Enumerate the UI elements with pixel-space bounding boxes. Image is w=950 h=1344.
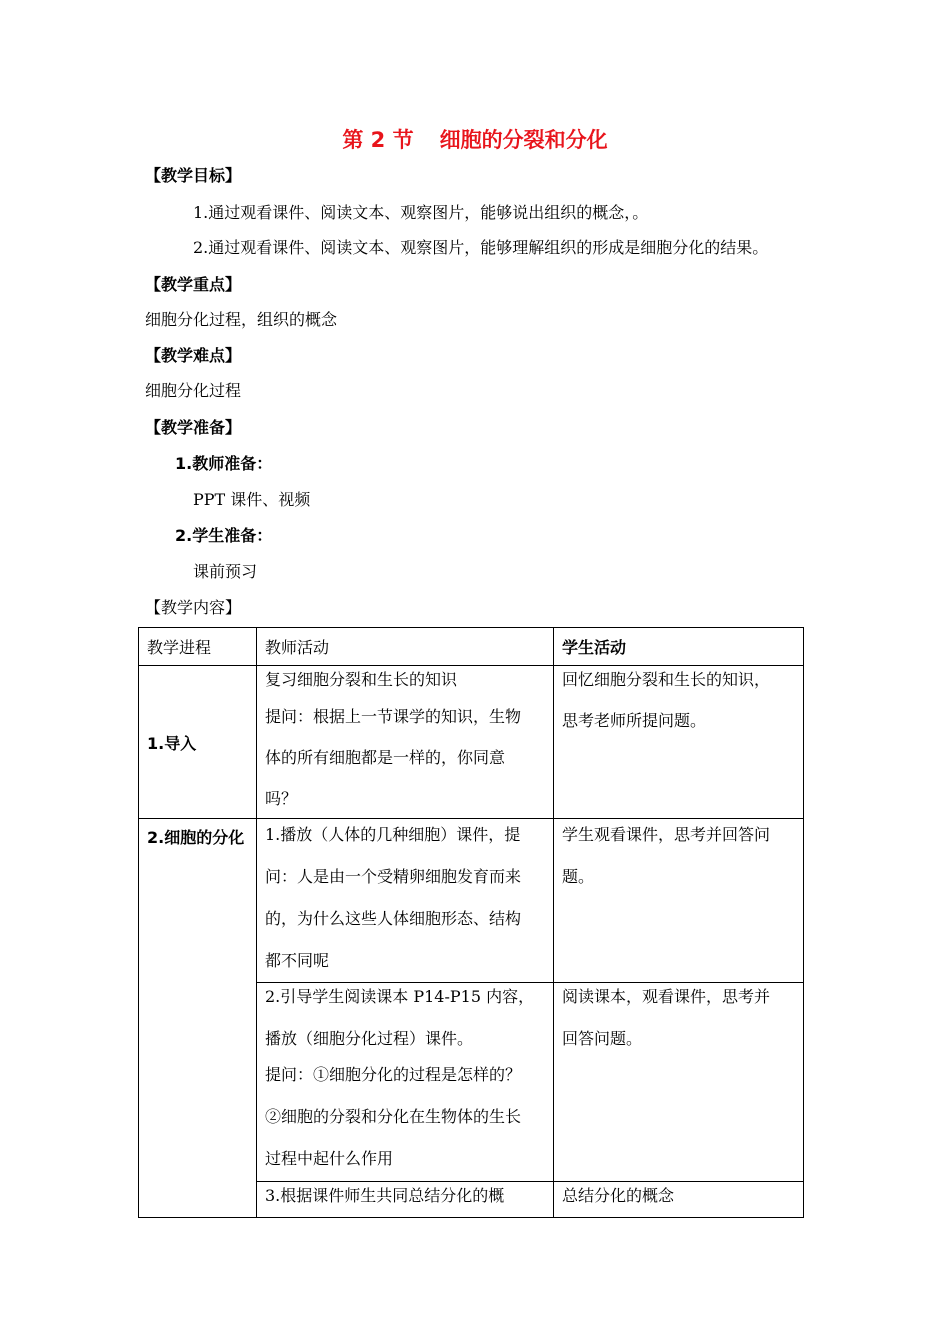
teacher-line: 都不同呢 [265,951,330,970]
student-cell [554,983,804,1182]
teacher-line: 3.根据课件师生共同总结分化的概 [265,1186,505,1205]
content-heading: 【教学内容】 [145,598,242,617]
teacher-cell [257,666,554,819]
student-line: 学生观看课件，思考并回答问 [562,825,771,844]
teacher-line: 吗？ [265,789,298,808]
teacher-line: 复习细胞分裂和生长的知识 [265,670,458,689]
col-header-student: 学生活动 [554,628,804,666]
stage-cell: 1.导入 [139,666,257,819]
key-points-text: 细胞分化过程，组织的概念 [145,310,338,329]
difficulties-heading: 【教学难点】 [145,346,242,365]
student-cell [554,1182,804,1218]
objectives-heading: 【教学目标】 [145,166,242,185]
student-line: 题。 [562,867,595,886]
teacher-line: 提问：①细胞分化的过程是怎样的？ [265,1065,522,1084]
table-row [139,819,804,983]
teacher-prep-label: 1.教师准备： [175,454,273,473]
teacher-cell [257,1182,554,1218]
difficulties-text: 细胞分化过程 [145,381,242,400]
col-header-teacher: 教师活动 [257,628,554,666]
stage-cell: 2.细胞的分化 [139,819,257,1218]
teacher-line: ②细胞的分裂和分化在生物体的生长 [265,1107,522,1126]
teacher-line: 播放（细胞分化过程）课件。 [265,1029,474,1048]
teacher-line: 提问：根据上一节课学的知识，生物 [265,707,522,726]
objective-item-2: 2.通过观看课件、阅读文本、观察图片，能够理解组织的形成是细胞分化的结果。 [193,238,769,257]
title-name: 细胞的分裂和分化 [439,128,608,152]
student-prep-label: 2.学生准备： [175,526,273,545]
teacher-line: 体的所有细胞都是一样的，你同意 [265,748,506,767]
teacher-line: 1.播放（人体的几种细胞）课件，提 [265,825,521,844]
table-header-row [139,628,804,666]
teacher-line: 的，为什么这些人体细胞形态、结构 [265,909,522,928]
teacher-cell [257,983,554,1182]
table-row [139,666,804,819]
teacher-cell [257,819,554,983]
page-title [0,124,950,154]
objective-item-1: 1.通过观看课件、阅读文本、观察图片，能够说出组织的概念，。 [193,203,649,222]
teacher-line: 问：人是由一个受精卵细胞发育而来 [265,867,522,886]
student-line: 回答问题。 [562,1029,643,1048]
student-line: 回忆细胞分裂和生长的知识， [562,670,771,689]
title-section: 第 2 节 [342,128,414,152]
student-line: 总结分化的概念 [562,1186,675,1205]
lesson-table [138,627,804,1218]
preparation-heading: 【教学准备】 [145,418,242,437]
student-line: 阅读课本，观看课件，思考并 [562,987,771,1006]
student-line: 思考老师所提问题。 [562,711,707,730]
student-cell [554,666,804,819]
student-cell [554,819,804,983]
student-prep-text: 课前预习 [193,562,258,581]
teacher-line: 过程中起什么作用 [265,1149,394,1168]
teacher-line: 2.引导学生阅读课本 P14-P15 内容， [265,987,535,1006]
col-header-stage: 教学进程 [139,628,257,666]
key-points-heading: 【教学重点】 [145,275,242,294]
teacher-prep-text: PPT 课件、视频 [193,490,311,509]
